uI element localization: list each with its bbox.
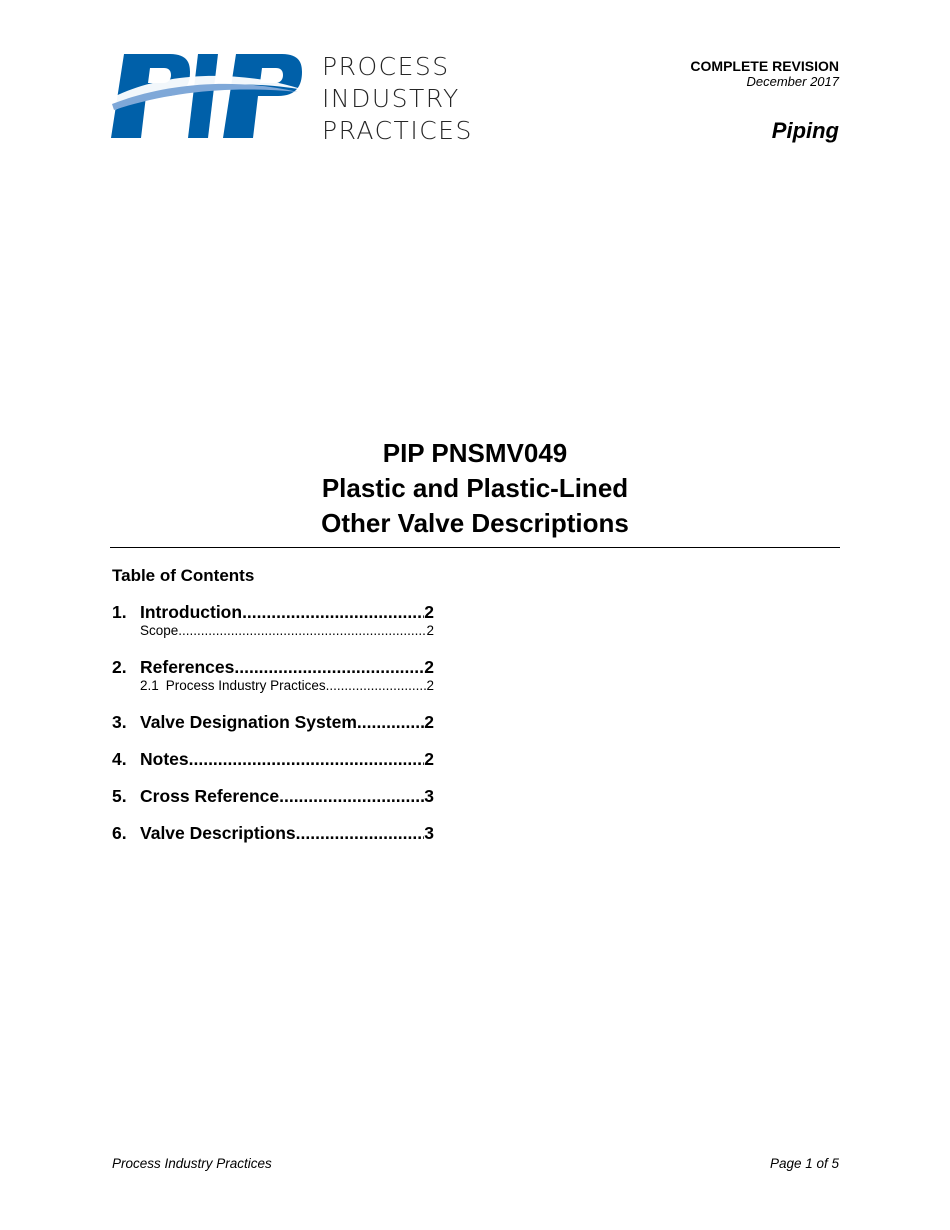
toc-leader	[234, 657, 424, 677]
toc-leader	[242, 602, 424, 622]
pip-logo-mark	[108, 50, 308, 142]
toc-sub-label: Process Industry Practices	[165, 678, 326, 693]
toc-label: Notes	[140, 749, 189, 769]
toc-entry	[112, 786, 434, 806]
toc-entry	[112, 657, 434, 695]
revision-label: COMPLETE REVISION	[690, 58, 839, 74]
toc-heading: Table of Contents	[112, 566, 255, 585]
toc-sub-page: 2	[426, 678, 434, 693]
toc-link-references[interactable]	[112, 657, 434, 677]
toc-label: Introduction	[140, 602, 243, 622]
toc-number: 3.	[112, 712, 127, 732]
pip-logo-wordmark	[322, 51, 473, 147]
logo-line-3: PRACTICES	[322, 116, 473, 145]
toc-entry	[112, 749, 434, 769]
toc-link-valve-descriptions[interactable]	[112, 823, 434, 843]
toc-page: 2	[424, 657, 434, 677]
revision-date: December 2017	[746, 74, 839, 89]
title-divider	[110, 547, 840, 548]
toc-number: 2.	[112, 657, 127, 677]
toc-page: 2	[424, 602, 434, 622]
toc-entry	[112, 712, 434, 732]
toc-number: 6.	[112, 823, 127, 843]
toc-label: Cross Reference	[140, 786, 280, 806]
toc-link-valve-designation-system[interactable]	[112, 712, 434, 732]
toc-sub-number: 2.1	[140, 678, 159, 693]
table-of-contents	[112, 602, 434, 860]
toc-page: 2	[424, 712, 434, 732]
toc-leader	[296, 823, 425, 843]
toc-page: 2	[424, 749, 434, 769]
toc-entry	[112, 602, 434, 640]
footer-publisher: Process Industry Practices	[112, 1156, 272, 1171]
toc-link-introduction[interactable]	[112, 602, 434, 622]
title-line-3: Other Valve Descriptions	[321, 508, 629, 538]
toc-link-process-industry-practices[interactable]	[112, 677, 434, 695]
toc-leader	[326, 677, 427, 695]
footer-page-number: Page 1 of 5	[769, 1156, 839, 1171]
toc-sub-page: 2	[426, 623, 434, 638]
toc-link-scope[interactable]	[112, 622, 434, 640]
toc-leader	[178, 622, 426, 640]
toc-label: References	[140, 657, 235, 677]
toc-link-notes[interactable]	[112, 749, 434, 769]
pip-logo	[108, 50, 480, 145]
toc-label: Valve Descriptions	[140, 823, 296, 843]
toc-leader	[279, 786, 424, 806]
title-line-1: PIP PNSMV049	[382, 438, 568, 468]
toc-leader	[357, 712, 424, 732]
toc-number: 4.	[112, 749, 127, 769]
toc-page: 3	[424, 823, 434, 843]
toc-sub-label: Scope	[140, 623, 179, 638]
logo-line-2: INDUSTRY	[322, 84, 460, 113]
toc-number: 5.	[112, 786, 127, 806]
document-category: Piping	[771, 118, 839, 143]
toc-page: 3	[424, 786, 434, 806]
logo-line-1: PROCESS	[322, 52, 450, 81]
revision-block	[690, 58, 839, 90]
title-line-2: Plastic and Plastic-Lined	[321, 473, 629, 503]
toc-number: 1.	[112, 602, 127, 622]
toc-entry	[112, 823, 434, 843]
toc-label: Valve Designation System	[140, 712, 357, 732]
document-title	[0, 436, 950, 541]
toc-link-cross-reference[interactable]	[112, 786, 434, 806]
toc-leader	[189, 749, 425, 769]
